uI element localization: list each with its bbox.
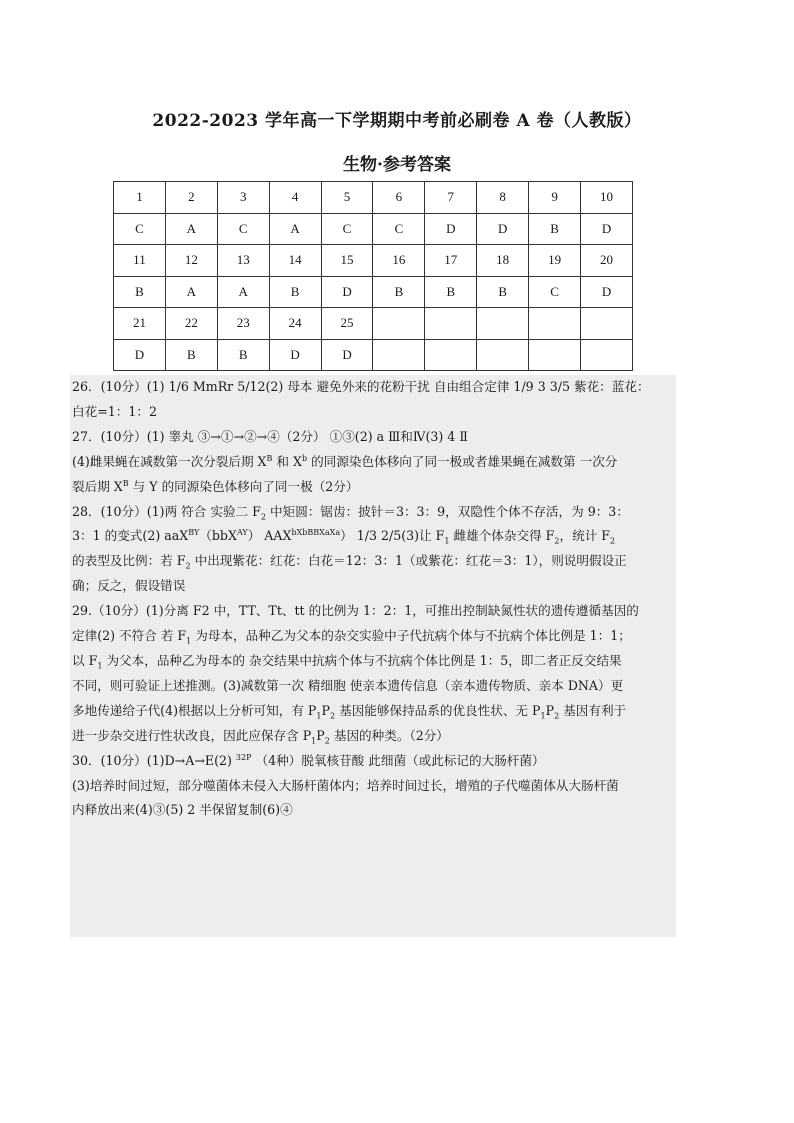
table-cell: 13: [217, 245, 269, 277]
table-cell: 8: [477, 182, 529, 214]
answer-explanations: [70, 375, 676, 937]
table-cell: B: [269, 276, 321, 308]
table-cell: [373, 339, 425, 371]
table-row: [114, 308, 633, 340]
table-cell: C: [321, 213, 373, 245]
table-cell: 5: [321, 182, 373, 214]
table-cell: A: [165, 276, 217, 308]
table-row: [114, 213, 633, 245]
answer-line: (4)雌果蝇在减数第一次分裂后期 $X^B$ 和 $X^b$ 的同源染色体移向了同一极或者雄果蝇在减数第 一次分: [72, 453, 618, 469]
table-cell: D: [477, 213, 529, 245]
table-cell: 10: [581, 182, 633, 214]
table-cell: 25: [321, 308, 373, 340]
table-row: [114, 245, 633, 277]
page-title: 2022-2023 学年高一下学期期中考前必刷卷 A 卷（人教版）: [152, 111, 642, 131]
answer-line: 裂后期 $X^B$ 与 Y 的同源染色体移向了同一极（2分）: [72, 478, 359, 494]
table-cell: 7: [425, 182, 477, 214]
table-cell: C: [373, 213, 425, 245]
table-cell: D: [269, 339, 321, 371]
table-cell: [477, 339, 529, 371]
table-cell: 3: [217, 182, 269, 214]
table-cell: 4: [269, 182, 321, 214]
table-row: [114, 276, 633, 308]
table-cell: 19: [529, 245, 581, 277]
table-cell: 17: [425, 245, 477, 277]
answer-line: 28．(10分）(1)两 符合 实验二 $F_2$ 中矩圆：锯齿：披针＝3：3：9，双隐性个体不存活，为 9：3：: [72, 503, 629, 522]
table-cell: B: [477, 276, 529, 308]
table-cell: 22: [165, 308, 217, 340]
table-cell: 9: [529, 182, 581, 214]
answer-line: 白花=1：1：2: [72, 403, 157, 419]
table-cell: C: [114, 213, 166, 245]
answer-table-body: [114, 182, 633, 371]
table-cell: 14: [269, 245, 321, 277]
answer-line: 定律(2) 不符合 若 $F_1$ 为母本，品种乙为父本的杂交实验中子代抗病个体与不抗病个体比例是 1：1；: [72, 628, 631, 646]
table-cell: [425, 339, 477, 371]
answer-line: 26．(10分）(1) 1/6 MmRr 5/12(2) 母本 避免外来的花粉干扰 自由组合定律 1/9 3 3/5 紫花：蓝花：: [72, 379, 650, 394]
answer-line: (3)培养时间过短，部分噬菌体未侵入大肠杆菌体内；培养时间过长，增殖的子代噬菌体从大肠杆菌: [72, 777, 619, 793]
table-cell: [477, 308, 529, 340]
table-row: [114, 182, 633, 214]
answer-line: 多地传递给子代(4)根据以上分析可知，有 $P_1P_2$ 基因能够保持品系的优良性状、无 $P_1P_2$ 基因有利于: [72, 702, 627, 721]
table-cell: [529, 308, 581, 340]
answer-line: 内释放出来(4)③(5) 2 半保留复制(6)④: [72, 802, 293, 818]
page-subtitle: 生物·参考答案: [343, 155, 451, 175]
answer-line: 27．(10分）(1) 睾丸 ③→①→②→④（2分） ①③(2) a Ⅲ和Ⅳ(3) 4 Ⅱ: [72, 428, 468, 444]
table-cell: D: [425, 213, 477, 245]
table-cell: [529, 339, 581, 371]
table-cell: 1: [114, 182, 166, 214]
table-cell: D: [581, 213, 633, 245]
table-cell: D: [114, 339, 166, 371]
answer-line: 的表型及比例：若 $F_2$ 中出现紫花：红花：白花＝12：3：1（或紫花：红花＝3：1），则说明假设正: [72, 553, 627, 571]
table-cell: 18: [477, 245, 529, 277]
table-cell: B: [373, 276, 425, 308]
table-cell: C: [217, 213, 269, 245]
table-cell: 21: [114, 308, 166, 340]
table-cell: B: [425, 276, 477, 308]
table-cell: B: [217, 339, 269, 371]
table-cell: [581, 308, 633, 340]
table-cell: [581, 339, 633, 371]
table-cell: A: [217, 276, 269, 308]
table-cell: A: [165, 213, 217, 245]
table-cell: B: [165, 339, 217, 371]
answer-line: 30．(10分）(1)D→A→E(2) $^{32P}$ （4种）脱氧核苷酸 此细菌（或此标记的大肠杆菌）: [72, 752, 545, 768]
answer-line: 不同，则可验证上述推测。(3)减数第一次 精细胞 使亲本遗传信息（亲本遗传物质、亲本 DNA）更: [72, 677, 624, 693]
answer-line: 29.（10分）(1)分离 F2 中，TT、Tt、tt 的比例为 1：2：1，可推出控制缺氮性状的遗传遵循基因的: [72, 603, 639, 619]
table-cell: 20: [581, 245, 633, 277]
table-cell: A: [269, 213, 321, 245]
answer-table: [113, 181, 633, 371]
table-cell: 2: [165, 182, 217, 214]
table-cell: D: [321, 339, 373, 371]
table-cell: D: [321, 276, 373, 308]
answer-line: 3：1 的变式(2) aaX$^{BY}$（bbX$^{AY}$） $AAX^{bXbBBXaXa}$） 1/3 2/5(3)让 $F_1$ 雌雄个体杂交得 $F_2$，统计 $F_2$: [72, 528, 616, 546]
answer-line: 确；反之，假设错误: [72, 578, 186, 594]
table-cell: [373, 308, 425, 340]
table-cell: B: [114, 276, 166, 308]
table-cell: B: [529, 213, 581, 245]
table-cell: 12: [165, 245, 217, 277]
table-cell: D: [581, 276, 633, 308]
table-cell: 24: [269, 308, 321, 340]
answer-line: 以 $F_1$ 为父本，品种乙为母本的 杂交结果中抗病个体与不抗病个体比例是 1：5，即二者正反交结果: [72, 652, 622, 671]
table-cell: 15: [321, 245, 373, 277]
table-row: [114, 339, 633, 371]
table-cell: 23: [217, 308, 269, 340]
answer-line: 进一步杂交进行性状改良，因此应保存含 $P_1P_2$ 基因的种类。（2分）: [72, 727, 449, 746]
table-cell: C: [529, 276, 581, 308]
table-cell: 6: [373, 182, 425, 214]
table-cell: 16: [373, 245, 425, 277]
table-cell: [425, 308, 477, 340]
table-cell: 11: [114, 245, 166, 277]
